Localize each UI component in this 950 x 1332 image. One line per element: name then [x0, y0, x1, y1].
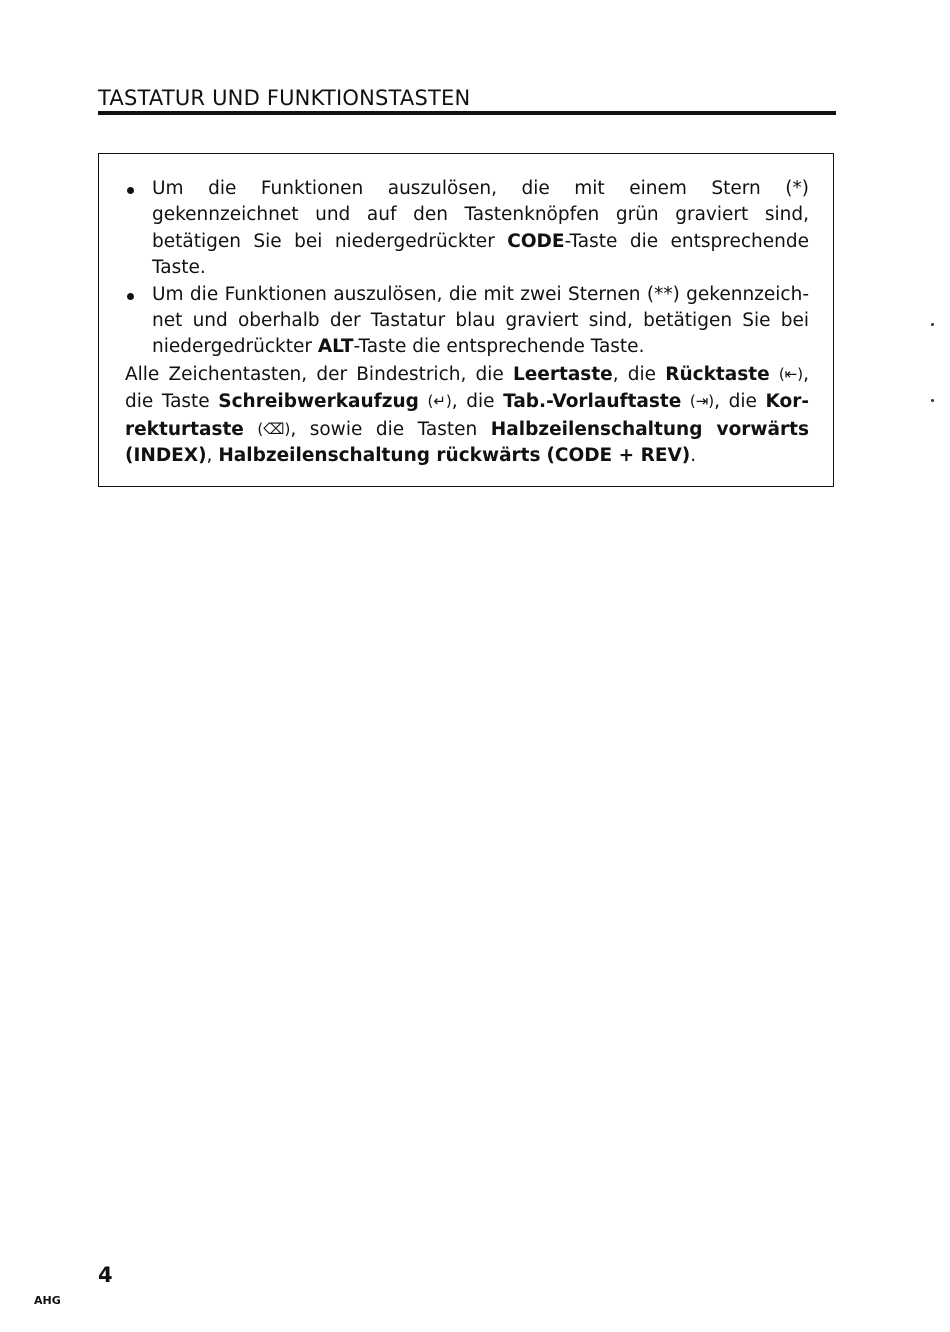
- para-text-6: , sowie die Tasten: [290, 418, 491, 440]
- bullet1-text-2: -Taste die entsprechende Taste.: [152, 230, 809, 279]
- para-bold-schreibwerkaufzug: Schreibwerkaufzug: [218, 391, 419, 413]
- para-bold-tab-vorlauftaste: Tab.-Vorlauftaste: [503, 391, 682, 413]
- para-bold-leertaste: Leertaste: [512, 364, 613, 385]
- bullet1-bold-code: CODE: [507, 230, 565, 252]
- page-header-title: TASTATUR UND FUNKTIONSTASTEN: [98, 86, 471, 110]
- bullet2-text-1: Um die Funktionen auszulösen, die mit zwei Sternen (**) gekennzeichnet und oberhalb der Tastatur blau graviert sind, betätigen Sie bei niedergedrückter: [152, 283, 809, 358]
- para-bold-code-rev: (CODE + REV): [546, 445, 691, 467]
- bullet1-text-1: Um die Funktionen auszulösen, die mit einem Stern (*) gekennzeichnet und auf den Tastenknöpfen grün graviert sind, betätigen Sie bei niedergedrückter: [152, 178, 809, 252]
- keys-paragraph: [125, 361, 809, 470]
- footer-code: AHG: [34, 1294, 61, 1307]
- bullet2-text-2: -Taste die entsprechende Taste.: [353, 336, 645, 358]
- correction-key-icon: (⌫): [257, 419, 291, 438]
- para-text-9: .: [690, 445, 697, 467]
- page-number: 4: [98, 1263, 113, 1287]
- header-rule: [98, 111, 836, 115]
- para-bold-ruecktaste: Rücktaste: [665, 364, 770, 385]
- tab-key-icon: (⇥): [689, 392, 715, 411]
- para-text-5: , die: [714, 391, 766, 413]
- info-box: [98, 153, 834, 487]
- bullet2-bold-alt: ALT: [317, 336, 354, 358]
- para-text-4: , die: [451, 391, 504, 413]
- bullet-list: [125, 176, 809, 361]
- para-text-3: , die Taste: [125, 364, 809, 413]
- para-text-7: ,: [206, 445, 219, 467]
- scan-speck: [931, 399, 934, 402]
- para-bold-halbzeile-rueck: Halbzeilenschaltung rückwärts: [218, 445, 541, 467]
- para-bold-index: Halbzeilenschaltung vorwärts (INDEX): [125, 418, 809, 467]
- bullet-item-code: [125, 176, 809, 282]
- bullet-icon: [127, 293, 134, 300]
- bullet-icon: [127, 187, 134, 194]
- return-key-icon: (↵): [427, 392, 452, 411]
- para-text-1: Alle Zeichentasten, der Bindestrich, die: [125, 364, 513, 385]
- para-bold-korrekturtaste: Korrekturtaste: [125, 391, 809, 440]
- scan-speck: [931, 323, 934, 326]
- para-text-2: , die: [612, 364, 666, 385]
- bullet-item-alt: [125, 282, 809, 361]
- backspace-key-icon: (⇤): [778, 365, 804, 383]
